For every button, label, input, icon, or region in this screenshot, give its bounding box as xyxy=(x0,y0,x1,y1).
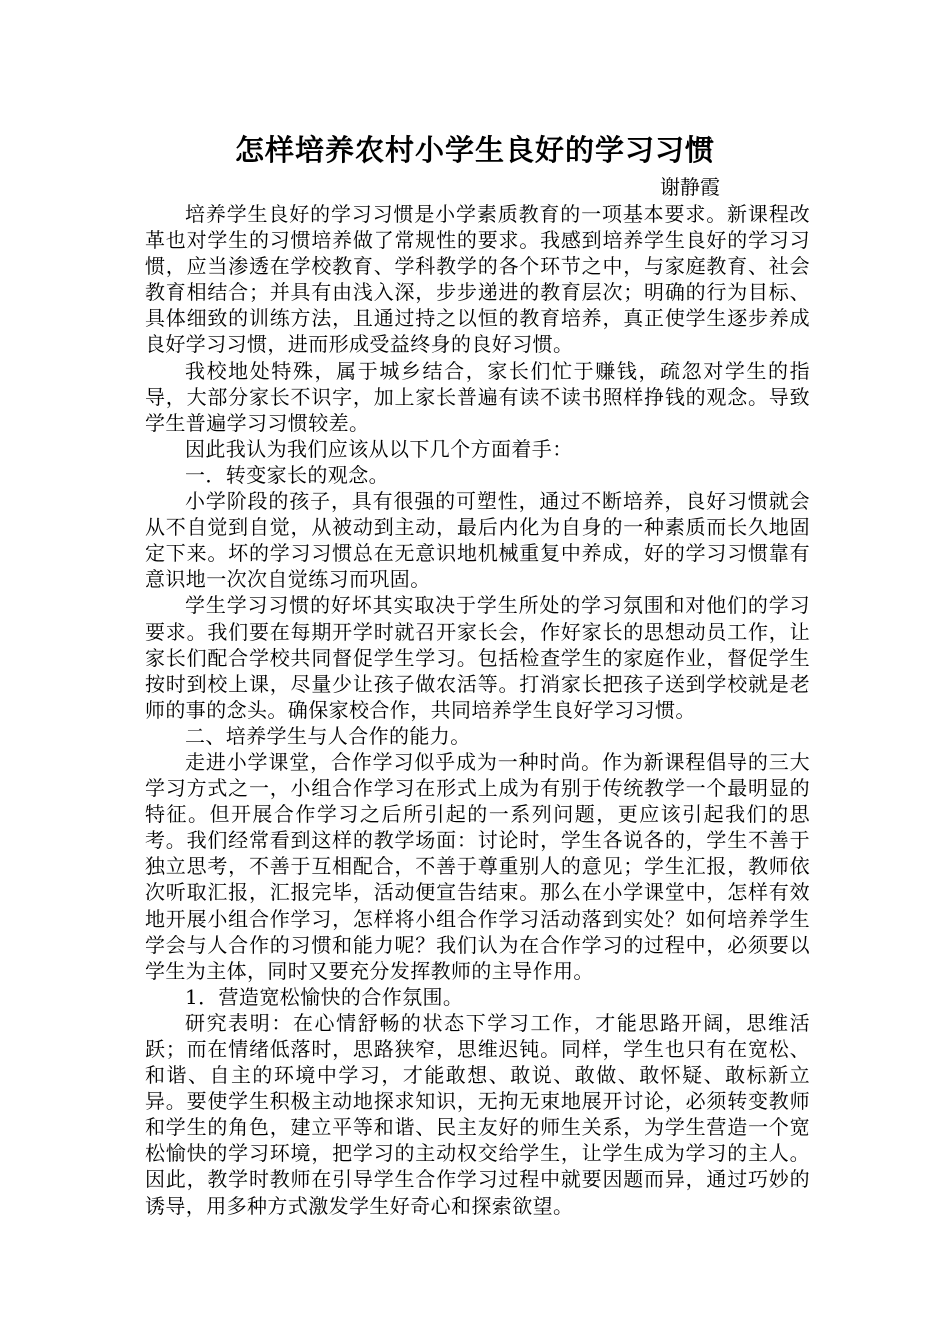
document-title: 怎样培养农村小学生良好的学习习惯 xyxy=(234,133,715,167)
paragraph-cooperative-learning: 走进小学课堂，合作学习似乎成为一种时尚。作为新课程倡导的三大学习方式之一，小组合作学习在形式上成为有别于传统教学一个最明显的特征。但开展合作学习之后所引起的一系列问题，更应该引起我们的思考。我们经常看到这样的教学场面：讨论时，学生各说各的，学生不善于独立思考，不善于互相配合，不善于尊重别人的意见；学生汇报，教师依次听取汇报，汇报完毕，活动便宣告结束。那么在小学课堂中，怎样有效地开展小组合作学习，怎样将小组合作学习活动落到实处？如何培养学生学会与人合作的习惯和能力呢？我们认为在合作学习的过程中，必须要以学生为主体，同时又要充分发挥教师的主导作用。 xyxy=(145,749,810,983)
paragraph-approach: 因此我认为我们应该从以下几个方面着手： xyxy=(185,436,573,461)
paragraph-school-background: 我校地处特殊，属于城乡结合，家长们忙于赚钱，疏忽对学生的指导，大部分家长不识字，加上家长普遍有读不读书照样挣钱的观念。导致学生普遍学习习惯较差。 xyxy=(145,358,810,435)
paragraph-intro: 培养学生良好的学习习惯是小学素质教育的一项基本要求。新课程改革也对学生的习惯培养做了常规性的要求。我感到培养学生良好的学习习惯，应当渗透在学校教育、学科教学的各个环节之中，与家庭教育、社会教育相结合；并具有由浅入深，步步递进的教育层次；明确的行为目标、具体细致的训练方法，且通过持之以恒的教育培养，真正使学生逐步养成良好学习习惯，进而形成受益终身的良好习惯。 xyxy=(145,202,810,357)
paragraph-parent-cooperation: 学生学习习惯的好坏其实取决于学生所处的学习氛围和对他们的学习要求。我们要在每期开学时就召开家长会，作好家长的思想动员工作，让家长们配合学校共同督促学生学习。包括检查学生的家庭作业，督促学生按时到校上课，尽量少让孩子做农活等。打消家长把孩子送到学校就是老师的事的念头。确保家校合作，共同培养学生良好学习习惯。 xyxy=(145,593,810,722)
author-name: 谢静霞 xyxy=(660,175,720,199)
subsection-heading-1: 1．营造宽松愉快的合作氛围。 xyxy=(185,984,464,1009)
section-heading-2: 二、培养学生与人合作的能力。 xyxy=(185,723,471,748)
paragraph-learning-atmosphere: 研究表明：在心情舒畅的状态下学习工作，才能思路开阔，思维活跃；而在情绪低落时，思路狭窄，思维迟钝。同样，学生也只有在宽松、和谐、自主的环境中学习，才能敢想、敢说、敢做、敢怀疑、敢标新立异。要使学生积极主动地探求知识，无拘无束地展开讨论，必须转变教师和学生的角色，建立平等和谐、民主友好的师生关系，为学生营造一个宽松愉快的学习环境，把学习的主动权交给学生，让学生成为学习的主人。因此，教学时教师在引导学生合作学习过程中就要因题而异，通过巧妙的诱导，用多种方式激发学生好奇心和探索欲望。 xyxy=(145,1010,810,1218)
document-body xyxy=(145,201,810,1219)
paragraph-habit-formation: 小学阶段的孩子，具有很强的可塑性，通过不断培养，良好习惯就会从不自觉到自觉，从被动到主动，最后内化为自身的一种素质而长久地固定下来。坏的学习习惯总在无意识地机械重复中养成，好的学习习惯靠有意识地一次次自觉练习而巩固。 xyxy=(145,489,810,592)
section-heading-1: 一．转变家长的观念。 xyxy=(185,462,389,487)
